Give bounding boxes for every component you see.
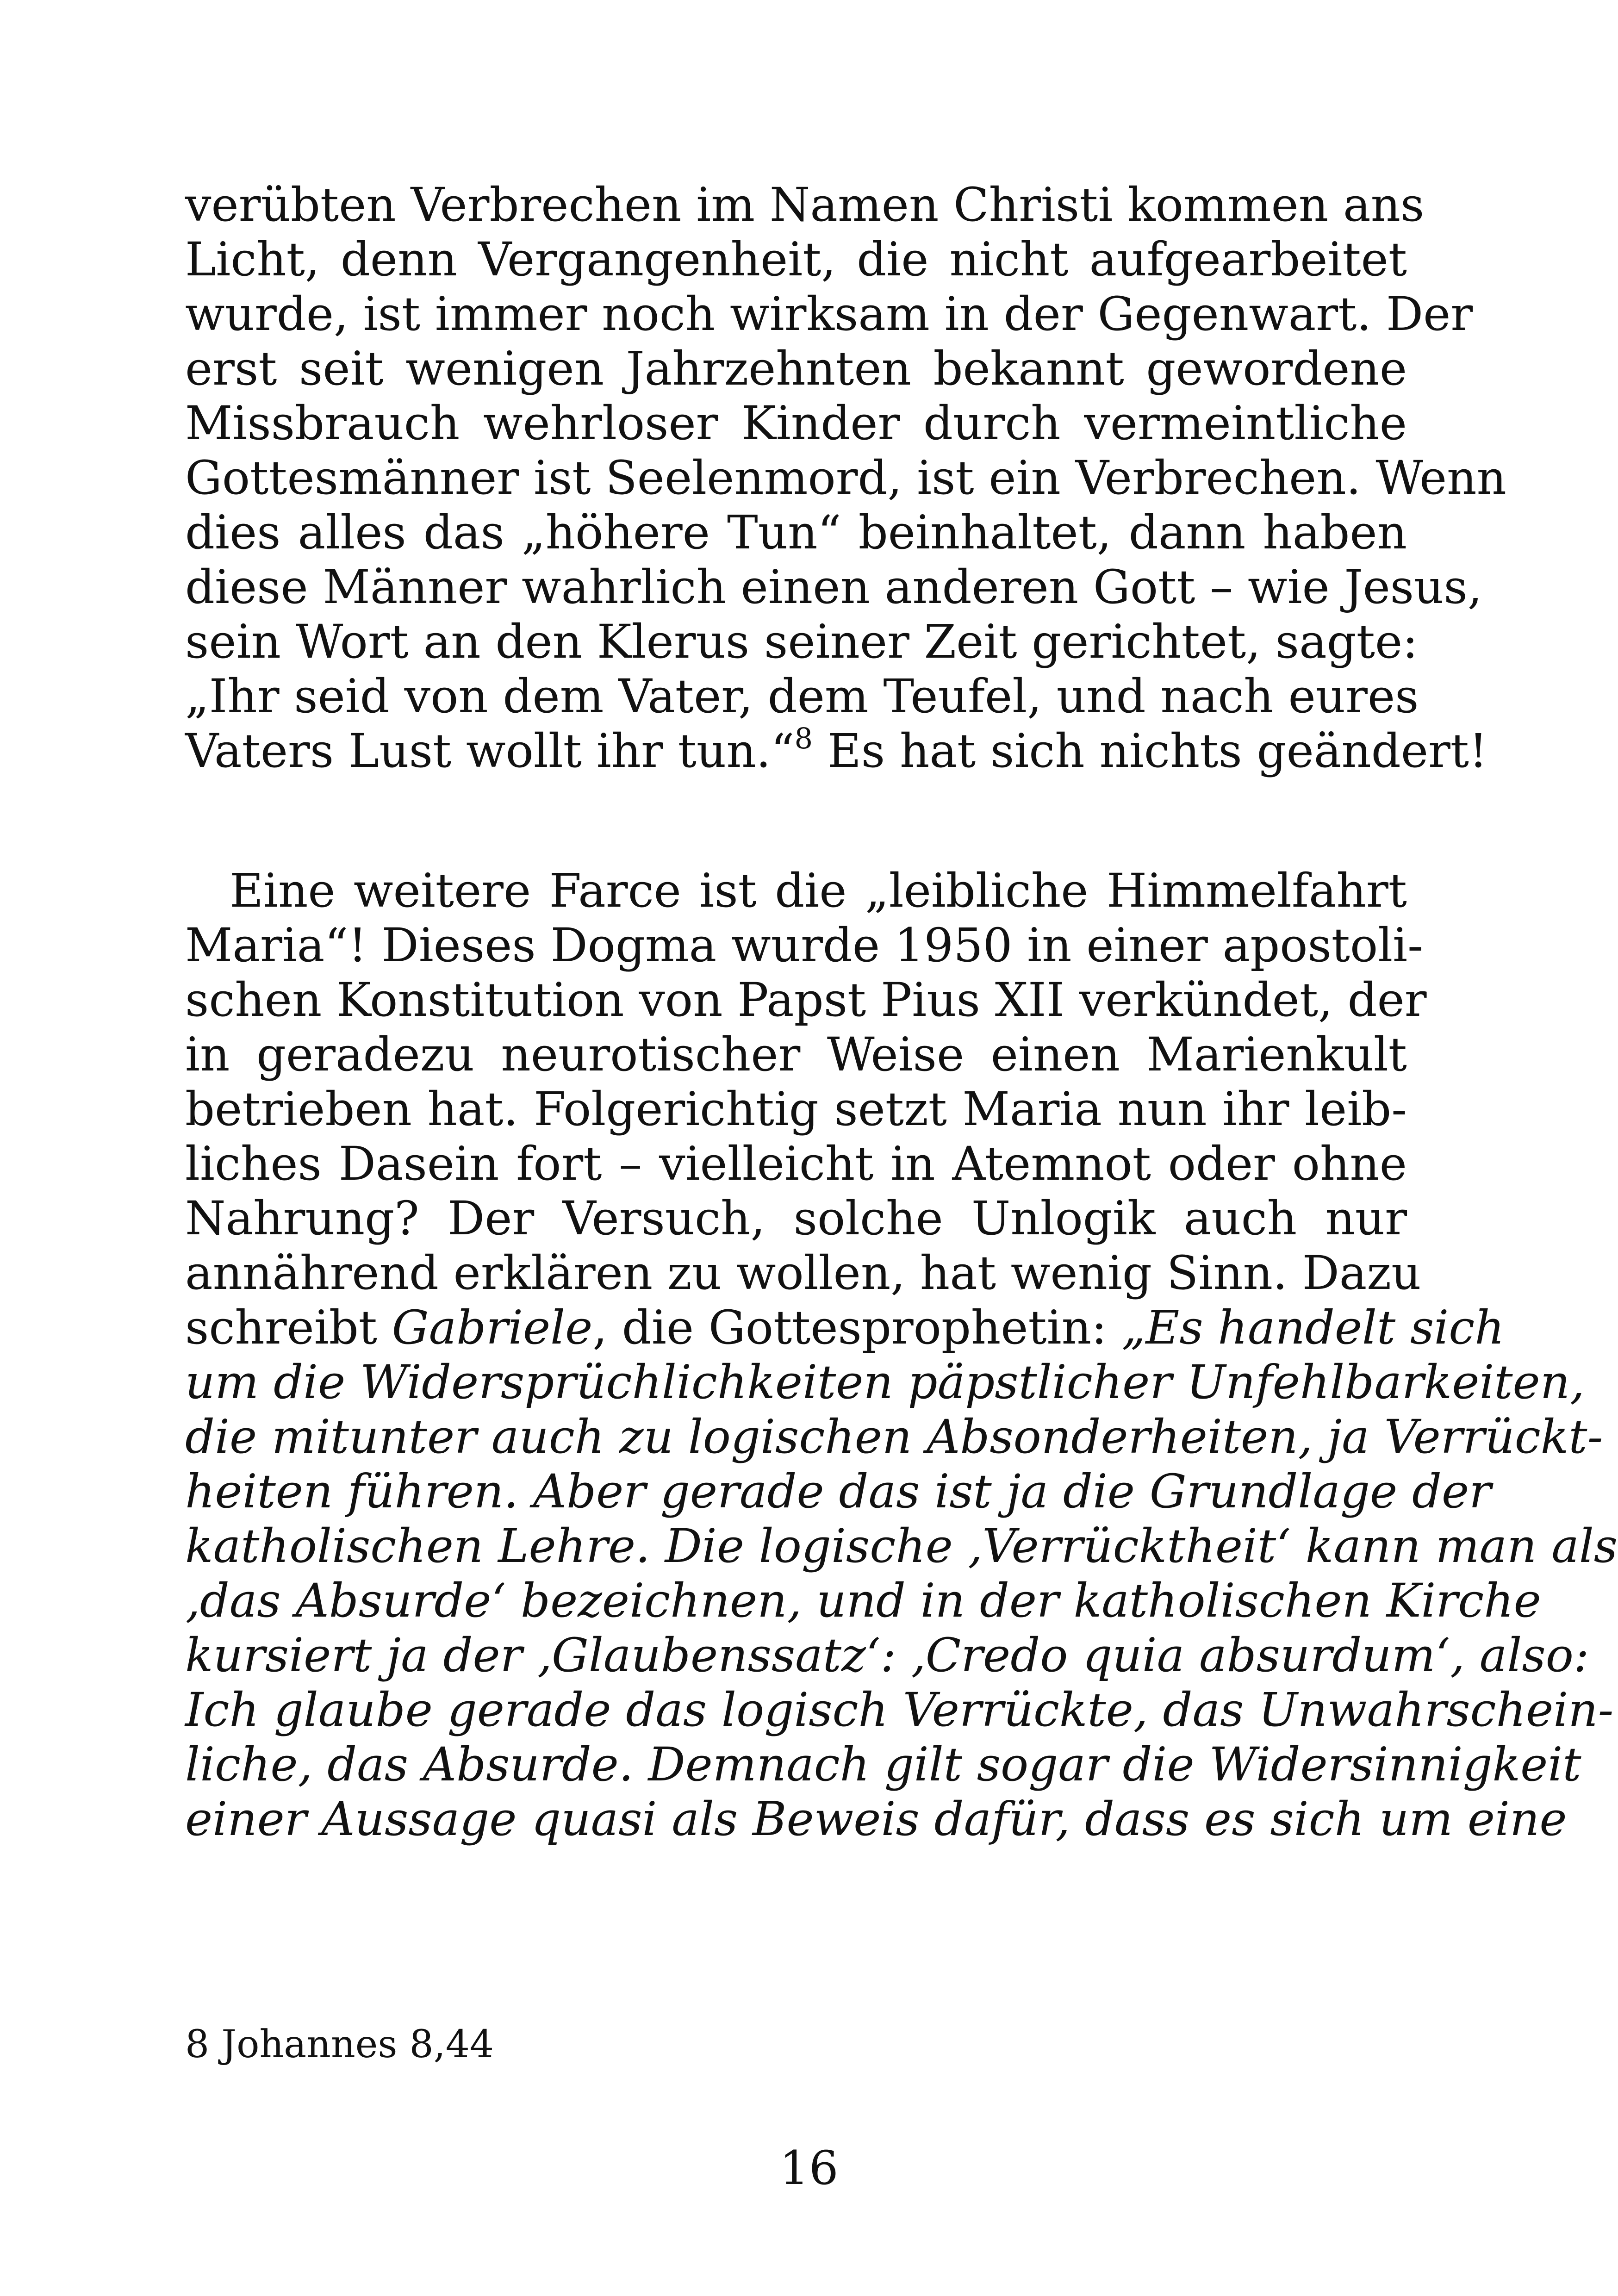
text-line-mixed bbox=[185, 1300, 1505, 1355]
text-line: in geradezu neurotischer Weise einen Marienkult bbox=[185, 1027, 1407, 1082]
text-line: diese Männer wahrlich einen anderen Gott – wie Jesus, bbox=[185, 560, 1482, 614]
quote-line: kursiert ja der ‚Glaubenssatz‘: ‚Credo quia absurdum‘, also: bbox=[185, 1628, 1589, 1682]
text-fragment: , die Gottesprophetin: bbox=[592, 1300, 1122, 1355]
text-line: Licht, denn Vergangenheit, die nicht aufgearbeitet bbox=[185, 232, 1407, 286]
text-line: Maria“! Dieses Dogma wurde 1950 in einer apostoli- bbox=[185, 918, 1423, 972]
text-fragment: Vaters Lust wollt ihr tun.“ bbox=[185, 724, 795, 778]
text-line: „Ihr seid von dem Vater, dem Teufel, und nach eures bbox=[185, 669, 1419, 723]
quote-line: um die Widersprüchlichkeiten päpstlicher Unfehlbarkeiten, bbox=[185, 1355, 1585, 1409]
footnote-marker: 8 bbox=[794, 721, 813, 755]
quote-line: heiten führen. Aber gerade das ist ja die Grundlage der bbox=[185, 1464, 1491, 1518]
paragraph-1 bbox=[185, 178, 1506, 778]
text-fragment: Es hat sich nichts geändert! bbox=[813, 724, 1488, 778]
author-name: Gabriele bbox=[392, 1300, 593, 1355]
text-line: Nahrung? Der Versuch, solche Unlogik auch nur bbox=[185, 1191, 1407, 1245]
text-line: liches Dasein fort – vielleicht in Atemnot oder ohne bbox=[185, 1137, 1407, 1191]
text-fragment: schreibt bbox=[185, 1300, 392, 1355]
quote-line: einer Aussage quasi als Beweis dafür, dass es sich um eine bbox=[185, 1792, 1567, 1846]
text-line: schen Konstitution von Papst Pius XII verkündet, der bbox=[185, 973, 1427, 1027]
quote-line: katholischen Lehre. Die logische ‚Verrücktheit‘ kann man als bbox=[185, 1519, 1618, 1573]
text-line: dies alles das „höhere Tun“ beinhaltet, dann haben bbox=[185, 505, 1407, 560]
quote-start: „Es handelt sich bbox=[1121, 1300, 1505, 1355]
paragraph-2 bbox=[185, 864, 1618, 1847]
footnote: 8 Johannes 8,44 bbox=[185, 2022, 494, 2066]
text-line: erst seit wenigen Jahrzehnten bekannt gewordene bbox=[185, 342, 1407, 396]
text-line: Gottesmänner ist Seelenmord, ist ein Verbrechen. Wenn bbox=[185, 451, 1506, 505]
text-line: wurde, ist immer noch wirksam in der Gegenwart. Der bbox=[185, 287, 1473, 341]
text-line: verübten Verbrechen im Namen Christi kommen ans bbox=[185, 178, 1425, 232]
text-line: sein Wort an den Klerus seiner Zeit gerichtet, sagte: bbox=[185, 615, 1418, 669]
text-line-last bbox=[185, 721, 1488, 778]
page-number: 16 bbox=[779, 2141, 839, 2195]
quote-line: ‚das Absurde‘ bezeichnen, und in der katholischen Kirche bbox=[185, 1574, 1541, 1628]
text-line: annährend erklären zu wollen, hat wenig Sinn. Dazu bbox=[185, 1246, 1421, 1300]
text-line: Missbrauch wehrloser Kinder durch vermeintliche bbox=[185, 396, 1407, 450]
quote-line: die mitunter auch zu logischen Absonderheiten, ja Verrückt- bbox=[185, 1410, 1603, 1464]
quote-line: Ich glaube gerade das logisch Verrückte, das Unwahrschein- bbox=[185, 1683, 1614, 1737]
text-line: betrieben hat. Folgerichtig setzt Maria nun ihr leib- bbox=[185, 1082, 1407, 1136]
text-line: Eine weitere Farce ist die „leibliche Himmelfahrt bbox=[230, 864, 1407, 918]
quote-line: liche, das Absurde. Demnach gilt sogar die Widersinnigkeit bbox=[185, 1737, 1581, 1792]
